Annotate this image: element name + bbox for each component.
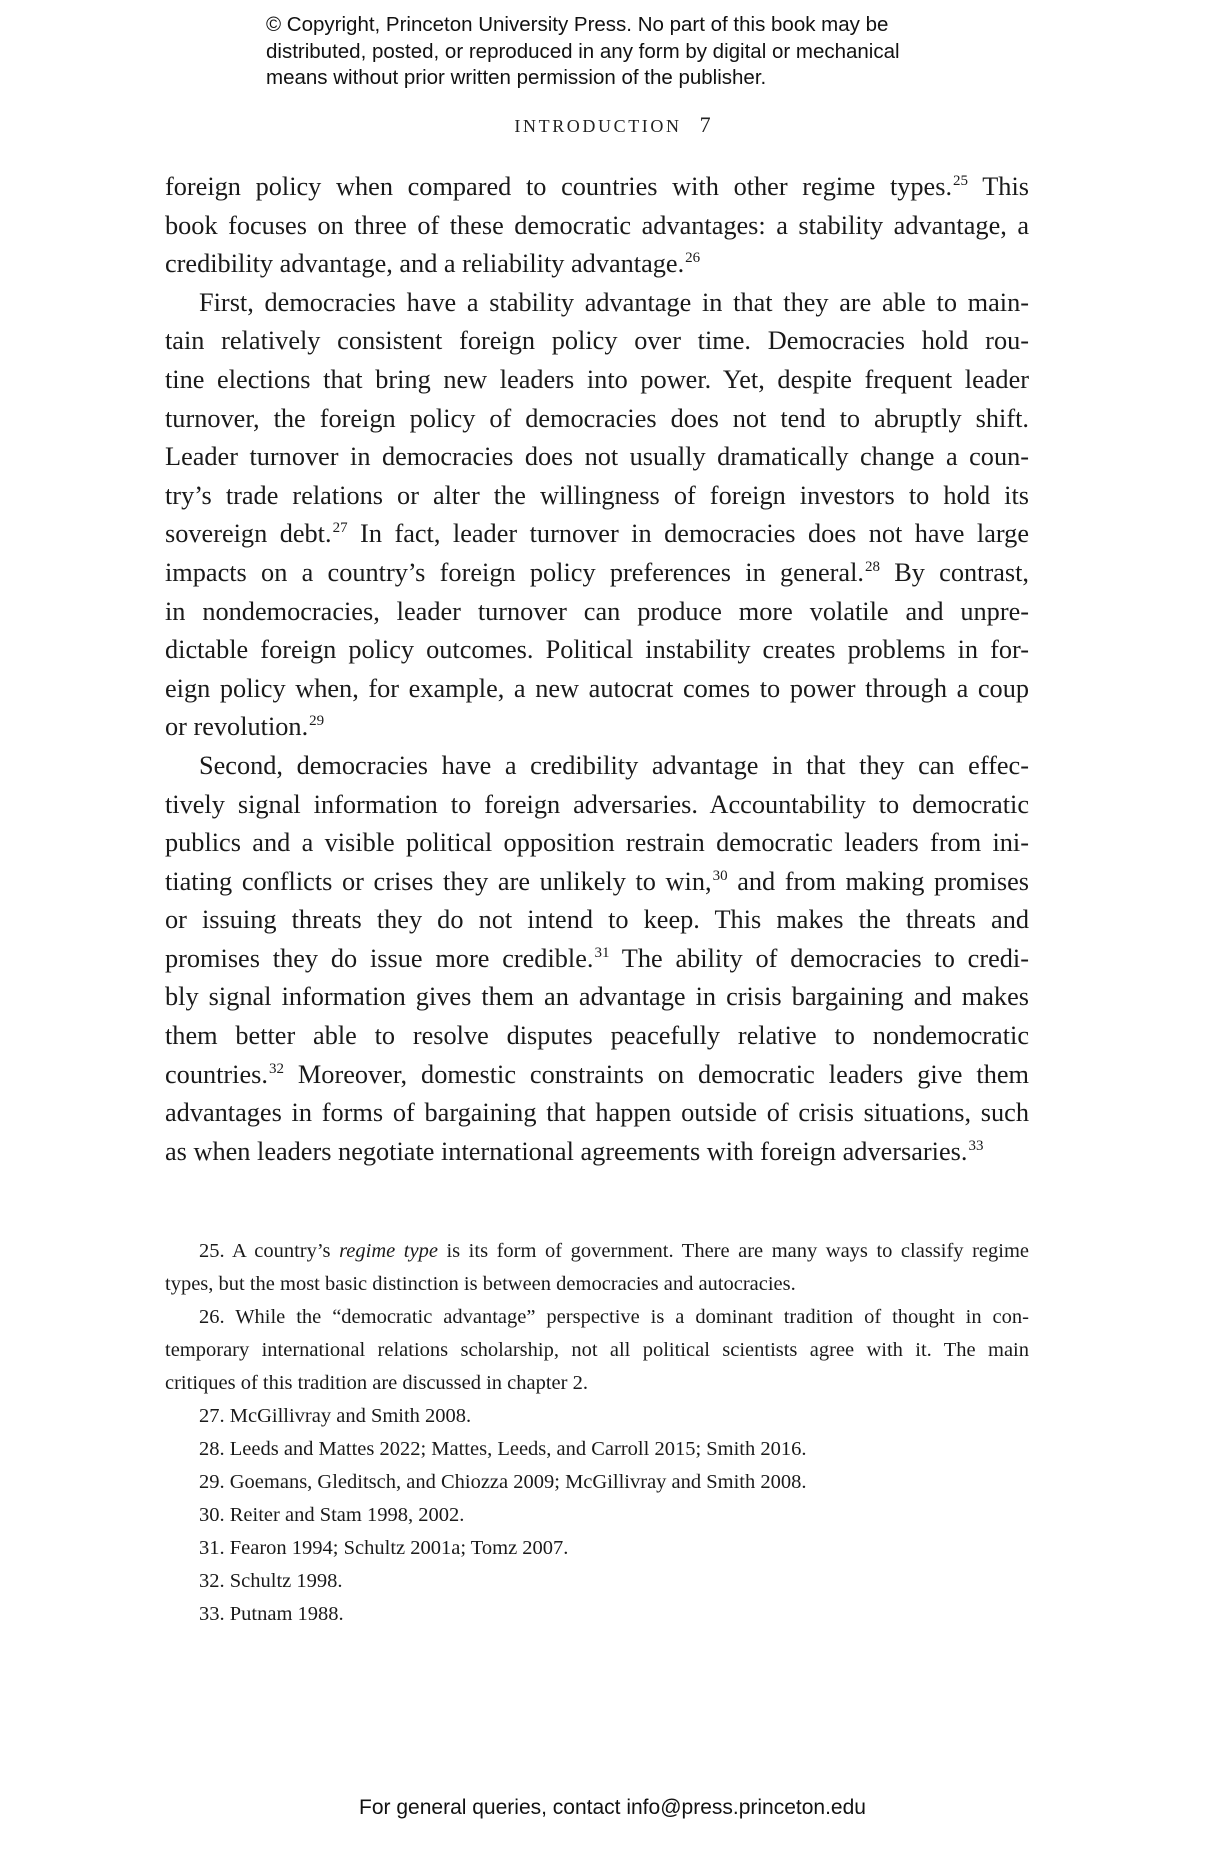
text-line: try’s trade relations or alter the willingness of foreign investors to hold its xyxy=(165,480,1029,510)
text-line: countries.$^{32}$ Moreover, domestic constraints on democratic leaders give them xyxy=(165,1059,1029,1089)
running-head xyxy=(0,112,1225,138)
text-line: as when leaders negotiate international agreements with foreign adversaries.$^{33}$ xyxy=(165,1136,984,1166)
footnote-ref-26[interactable]: 26 xyxy=(685,250,701,267)
footnote-ref-29[interactable]: 29 xyxy=(309,713,325,730)
footnote-ref-33[interactable]: 33 xyxy=(968,1137,984,1154)
text-line: credibility advantage, and a reliability advantage.$^{26}$ xyxy=(165,249,701,279)
text-line: First, democracies have a stability advantage in that they are able to main- xyxy=(199,287,1029,317)
footnote-27: 27. McGillivray and Smith 2008. xyxy=(199,1405,472,1427)
paragraph-3 xyxy=(165,747,1029,1172)
footnote-30: 30. Reiter and Stam 1998, 2002. xyxy=(199,1504,465,1526)
regime-type-term: regime type xyxy=(339,1240,438,1262)
text-line: turnover, the foreign policy of democracies does not tend to abruptly shift. xyxy=(165,403,1029,433)
copyright-line-1: © Copyright, Princeton University Press. No part of this book may be xyxy=(266,13,889,36)
text-line: or revolution.$^{29}$ xyxy=(165,712,325,742)
paragraph-1 xyxy=(165,168,1029,284)
footnote-ref-32[interactable]: 32 xyxy=(268,1060,284,1077)
text-line: or issuing threats they do not intend to keep. This makes the threats and xyxy=(165,905,1029,935)
footnote-28: 28. Leeds and Mattes 2022; Mattes, Leeds, and Carroll 2015; Smith 2016. xyxy=(199,1438,807,1460)
page-number: 7 xyxy=(699,112,711,137)
text-line: publics and a visible political opposition restrain democratic leaders from ini- xyxy=(165,828,1029,858)
footnote-31: 31. Fearon 1994; Schultz 2001a; Tomz 2007. xyxy=(199,1537,569,1559)
text-line: Leader turnover in democracies does not usually dramatically change a coun- xyxy=(165,442,1029,472)
footnotes xyxy=(165,1235,1029,1631)
footnote-ref-30[interactable]: 30 xyxy=(712,867,728,884)
copyright-line-3: means without prior written permission of the publisher. xyxy=(266,66,767,89)
paragraph-2 xyxy=(165,284,1029,747)
body-text xyxy=(165,168,1029,1171)
contact-line: For general queries, contact info@press.princeton.edu xyxy=(359,1796,866,1819)
text-line: book focuses on three of these democratic advantages: a stability advantage, a xyxy=(165,210,1029,240)
running-title: INTRODUCTION xyxy=(514,116,682,136)
text-line: sovereign debt.$^{27}$ In fact, leader turnover in democracies does not have large xyxy=(165,519,1029,549)
footnote-32: 32. Schultz 1998. xyxy=(199,1570,343,1592)
text-line: foreign policy when compared to countries with other regime types.$^{25}$ This xyxy=(165,172,1029,201)
text-line: tiating conflicts or crises they are unlikely to win,$^{30}$ and from making promises xyxy=(165,866,1030,896)
text-line: tain relatively consistent foreign policy over time. Democracies hold rou- xyxy=(165,326,1029,356)
text-line: bly signal information gives them an advantage in crisis bargaining and makes xyxy=(165,982,1029,1012)
text-line: tively signal information to foreign adversaries. Accountability to democratic xyxy=(165,789,1029,819)
footnote-26: 26. While the “democratic advantage” perspective is a dominant tradition of thought in con- temporary international relations scholarship, not all political scientists agree with it. The main critiques of this tradition are discussed in chapter 2. xyxy=(165,1306,1029,1394)
text-line: in nondemocracies, leader turnover can produce more volatile and unpre- xyxy=(165,596,1029,626)
text-line: advantages in forms of bargaining that happen outside of crisis situations, such xyxy=(165,1098,1029,1128)
text-line: Second, democracies have a credibility advantage in that they can effec- xyxy=(199,750,1029,780)
footnote-ref-25[interactable]: 25 xyxy=(953,173,969,189)
footnote-29: 29. Goemans, Gleditsch, and Chiozza 2009; McGillivray and Smith 2008. xyxy=(199,1471,807,1493)
text-line: eign policy when, for example, a new autocrat comes to power through a coup xyxy=(165,673,1029,703)
footnote-ref-28[interactable]: 28 xyxy=(864,558,880,575)
footnote-ref-27[interactable]: 27 xyxy=(332,520,348,537)
text-line: impacts on a country’s foreign policy preferences in general.$^{28}$ By contrast, xyxy=(165,557,1029,587)
footnote-ref-31[interactable]: 31 xyxy=(594,944,610,961)
text-line: dictable foreign policy outcomes. Political instability creates problems in for- xyxy=(165,635,1029,665)
footnote-33: 33. Putnam 1988. xyxy=(199,1603,344,1625)
text-line: tine elections that bring new leaders into power. Yet, despite frequent leader xyxy=(165,364,1029,394)
copyright-line-2: distributed, posted, or reproduced in any form by digital or mechanical xyxy=(266,39,900,63)
copyright-notice xyxy=(266,12,1026,92)
text-line: them better able to resolve disputes peacefully relative to nondemocratic xyxy=(165,1021,1029,1051)
footnote-25: 25. A country’s regime type is its form of government. There are many ways to classify regime types, but the most basic distinction is between democracies and autocracies. xyxy=(165,1240,1029,1295)
text-line: promises they do issue more credible.$^{31}$ The ability of democracies to credi- xyxy=(165,943,1029,973)
